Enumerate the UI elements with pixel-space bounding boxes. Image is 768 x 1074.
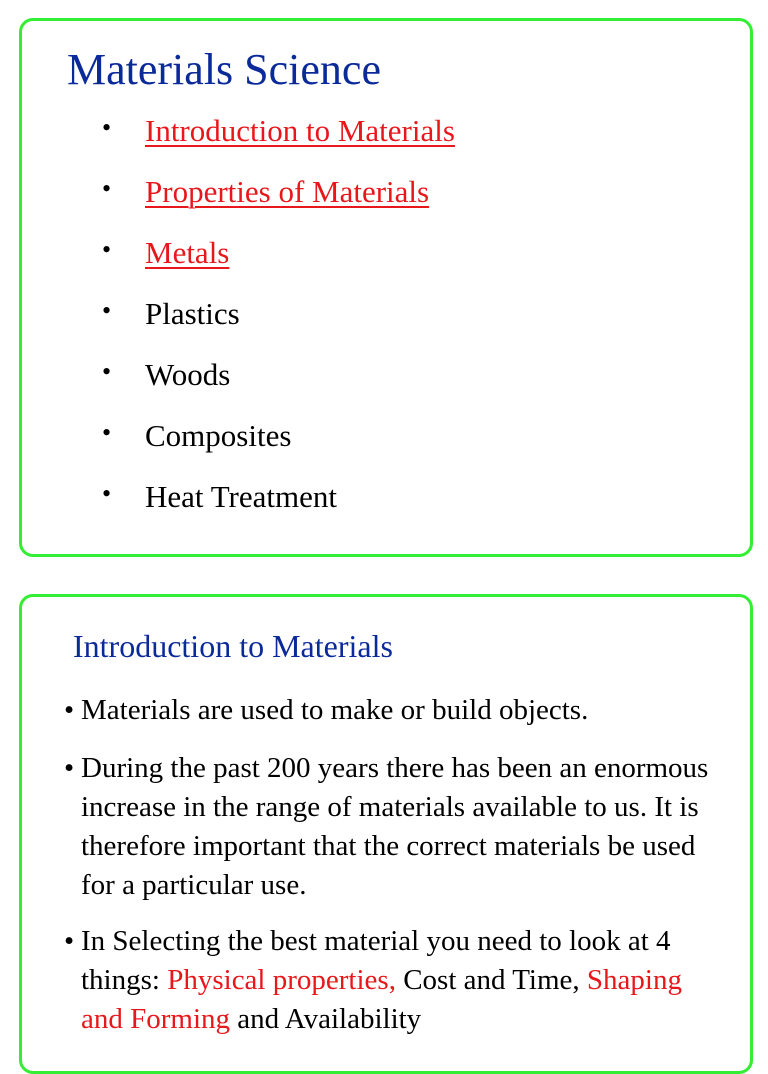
- bullet: •: [64, 752, 75, 784]
- text-suffix: and Availability: [230, 1003, 422, 1035]
- bullet: •: [102, 357, 112, 386]
- bullet: •: [102, 479, 112, 508]
- bullet: •: [64, 694, 75, 726]
- text-middle: Cost and Time,: [395, 964, 587, 996]
- paragraph-text: Materials are used to make or build objects.: [81, 694, 589, 726]
- bullet: •: [102, 235, 112, 264]
- text-prefix: In Selecting the best material you need to look at 4 things:: [81, 925, 671, 996]
- highlight-shaping-and-forming: Shaping and Forming: [81, 964, 682, 1035]
- bullet: •: [102, 113, 112, 142]
- bullet: •: [102, 174, 112, 203]
- highlight-physical-properties: Physical properties,: [167, 964, 396, 996]
- link-properties-of-materials[interactable]: Properties of Materials: [145, 174, 430, 209]
- slide-introduction-to-materials: [19, 594, 753, 1074]
- topic-composites: Composites: [145, 418, 292, 453]
- slide-materials-science: [19, 18, 753, 557]
- slide-title: Introduction to Materials: [73, 628, 393, 664]
- link-metals[interactable]: Metals: [145, 235, 230, 270]
- bullet-paragraph: [64, 922, 724, 1039]
- topic-heat-treatment: Heat Treatment: [145, 479, 337, 514]
- paragraph-text: [81, 922, 724, 1039]
- topic-plastics: Plastics: [145, 296, 240, 331]
- bullet: •: [64, 925, 75, 957]
- link-introduction-to-materials[interactable]: Introduction to Materials: [145, 113, 455, 148]
- paragraph-text: During the past 200 years there has been an enormous increase in the range of materials available to us. It is therefore important that the correct materials be used for a particular use.: [81, 752, 709, 901]
- bullet-paragraph: [64, 749, 724, 905]
- bullet: •: [102, 418, 112, 447]
- topic-woods: Woods: [145, 357, 231, 392]
- bullet: •: [102, 296, 112, 325]
- bullet-paragraph: [64, 691, 724, 730]
- slide-title: Materials Science: [67, 45, 381, 94]
